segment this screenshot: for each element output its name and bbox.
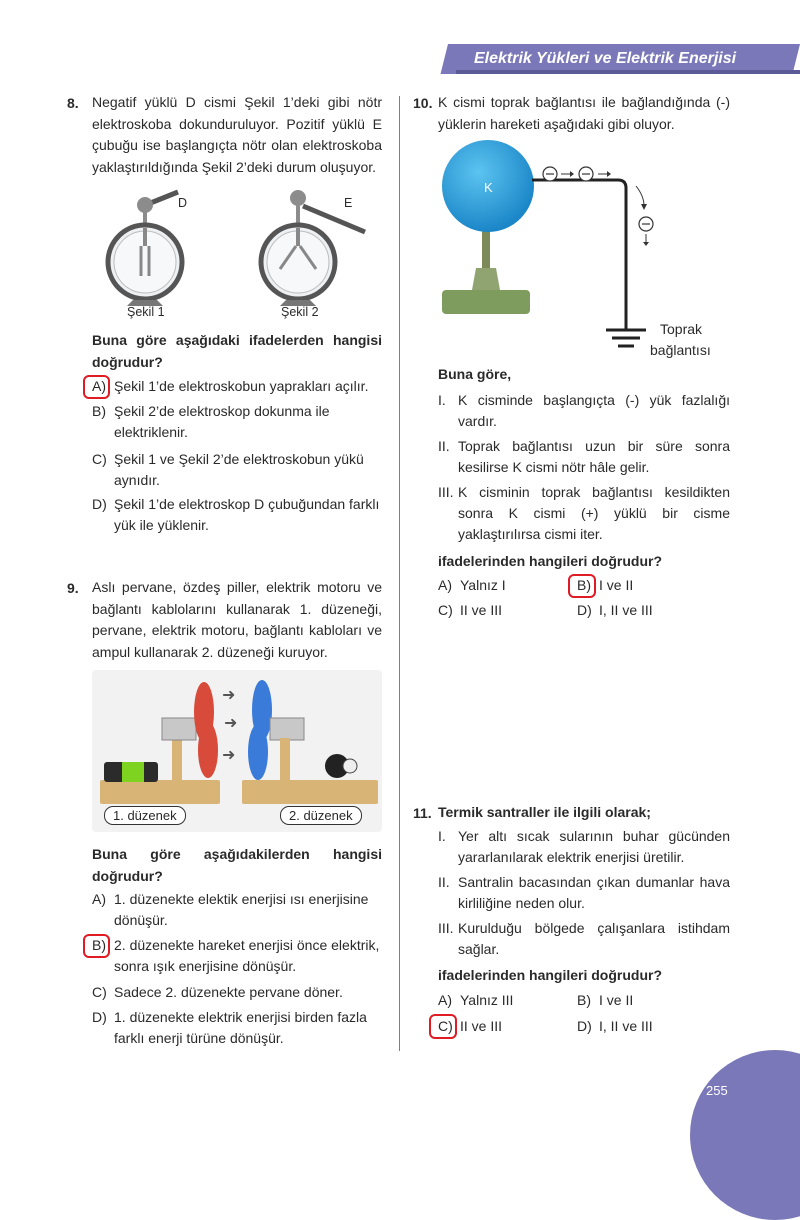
option-label: A) <box>92 891 106 907</box>
rod-d-label: D <box>178 196 188 210</box>
option-text: Şekil 1’de elektroskobun yaprakları açılır. <box>114 378 369 394</box>
electroscope-1 <box>108 192 182 306</box>
option-label: C) <box>438 602 453 618</box>
question-9-prompt: Buna göre aşağıdakilerden hangisi doğrudur? <box>92 846 382 884</box>
answer-mark-circle <box>83 375 110 399</box>
option-label: B) <box>92 937 106 953</box>
statement-text: Santralin bacasından çıkan dumanlar hava kirliliğine neden olur. <box>458 874 730 911</box>
header-bar-shadow <box>456 70 800 74</box>
option-text: 1. düzenekte elektik enerjisi ısı enerjisine dönüşür. <box>114 891 369 928</box>
option-label: B) <box>92 403 106 419</box>
answer-mark-circle <box>83 934 110 958</box>
statement-text: Toprak bağlantısı uzun bir süre sonra kesilirse K cismi nötr hâle gelir. <box>458 438 730 475</box>
statement-number: II. <box>438 874 450 890</box>
option-text: Şekil 1’de elektroskop D çubuğundan farklı yük ile yüklenir. <box>114 496 380 533</box>
question-9-text: Aslı pervane, özdeş piller, elektrik motoru ve bağlantı kablolarını kullanarak 1. düzeneği, pervane, elektrik motoru, bağlantı kabloları ve ampul kullanarak 2. düzeneği kuruyor. <box>92 579 382 660</box>
q9-option-b[interactable] <box>92 935 382 977</box>
option-label: D) <box>92 1009 107 1025</box>
svg-text:➜: ➜ <box>222 745 236 764</box>
option-label: A) <box>438 577 452 593</box>
question-10-text: K cismi toprak bağlantısı ile bağlandığında (-) yüklerin hareketi aşağıdaki gibi oluyor. <box>438 94 730 132</box>
option-label: C) <box>92 984 107 1000</box>
q11-statement-3 <box>438 918 730 960</box>
option-text: Şekil 1 ve Şekil 2’de elektroskobun yükü aynıdır. <box>114 451 364 488</box>
figure-2-caption: Şekil 2 <box>281 305 319 319</box>
q11-statement-2 <box>438 872 730 914</box>
ground-label-line1: Toprak <box>660 321 703 337</box>
q11-statement-1 <box>438 826 730 868</box>
option-label: C) <box>438 1018 453 1034</box>
question-8-text: Negatif yüklü D cismi Şekil 1’deki gibi nötr elektroskoba dokunduruluyor. Pozitif yüklü E çubuğu ise başlangıçta nötr olan elektroskoba yaklaştırıldığında Şekil 2’deki durum oluşuyor. <box>92 94 382 175</box>
option-label: B) <box>577 992 591 1008</box>
q11-option-d[interactable] <box>577 1016 653 1037</box>
statement-text: K cisminin toprak bağlantısı kesildikten sonra K cismi (+) yüklü bir cisme yaklaştırılırsa cismi iter. <box>458 484 730 542</box>
q9-option-c[interactable] <box>92 982 382 1003</box>
q10-statement-3 <box>438 482 730 545</box>
option-text: 2. düzenekte hareket enerjisi önce elektrik, sonra ışık enerjisine dönüşür. <box>114 937 380 974</box>
setup-1-label: 1. düzenek <box>104 806 186 825</box>
option-text: Sadece 2. düzenekte pervane döner. <box>114 984 343 1000</box>
page-number-badge <box>690 1050 800 1220</box>
option-label: D) <box>577 1018 592 1034</box>
q11-option-a[interactable] <box>438 990 513 1011</box>
option-text: II ve III <box>460 602 503 618</box>
option-text: Şekil 2’de elektroskop dokunma ile elektriklenir. <box>114 403 330 440</box>
option-text: Yalnız I <box>460 577 506 593</box>
question-8-prompt: Buna göre aşağıdaki ifadelerden hangisi doğrudur? <box>92 332 382 370</box>
option-text: I, II ve III <box>599 1018 653 1034</box>
q10-option-a[interactable] <box>438 575 506 596</box>
q10-statement-2 <box>438 436 730 478</box>
statement-number: I. <box>438 392 446 408</box>
svg-text:➜: ➜ <box>224 713 238 732</box>
figure-1-caption: Şekil 1 <box>127 305 165 319</box>
option-text: 1. düzenekte elektrik enerjisi birden fazla farklı enerji türüne dönüşür. <box>114 1009 367 1046</box>
answer-mark-circle <box>429 1014 457 1039</box>
svg-text:➜: ➜ <box>222 685 236 704</box>
option-text: I, II ve III <box>599 602 653 618</box>
question-10-prompt: ifadelerinden hangileri doğrudur? <box>438 553 663 569</box>
option-text: II ve III <box>460 1018 503 1034</box>
q11-option-b[interactable] <box>577 990 633 1011</box>
option-text: I ve II <box>599 577 634 593</box>
option-text: I ve II <box>599 992 634 1008</box>
statement-number: III. <box>438 484 454 500</box>
q8-option-b[interactable] <box>92 401 382 443</box>
statement-number: II. <box>438 438 450 454</box>
q9-option-a[interactable] <box>92 889 382 931</box>
sphere-k-label: K <box>484 180 493 195</box>
statement-number: I. <box>438 828 446 844</box>
question-10-number: 10. <box>413 95 433 111</box>
ground-label-line2: bağlantısı <box>650 342 711 358</box>
answer-mark-circle <box>568 574 596 598</box>
option-label: B) <box>577 577 591 593</box>
statement-text: Kurulduğu bölgede çalışanlara istihdam sağlar. <box>458 920 730 957</box>
option-label: A) <box>438 992 452 1008</box>
question-9-number: 9. <box>67 580 79 596</box>
question-8-number: 8. <box>67 95 79 111</box>
setup-2-label: 2. düzenek <box>280 806 362 825</box>
option-text: Yalnız III <box>460 992 514 1008</box>
column-divider <box>399 96 400 1051</box>
option-label: D) <box>577 602 592 618</box>
rod-e-label: E <box>344 196 353 210</box>
q8-option-c[interactable] <box>92 449 382 491</box>
question-10-lead: Buna göre, <box>438 366 512 382</box>
q8-option-a[interactable] <box>92 376 382 397</box>
question-11-prompt: ifadelerinden hangileri doğrudur? <box>438 967 663 983</box>
q10-statement-1 <box>438 390 730 432</box>
statement-number: III. <box>438 920 454 936</box>
q10-option-c[interactable] <box>438 600 502 621</box>
statement-text: Yer altı sıcak sularının buhar gücünden yararlanılarak elektrik enerjisi üretilir. <box>458 828 730 865</box>
page-number: 255 <box>706 1083 728 1098</box>
question-11-number: 11. <box>413 805 432 821</box>
q8-option-d[interactable] <box>92 494 382 536</box>
statement-text: K cisminde başlangıçta (-) yük fazlalığı vardır. <box>458 392 730 429</box>
q9-option-d[interactable] <box>92 1007 382 1049</box>
option-label: C) <box>92 451 107 467</box>
chapter-title: Elektrik Yükleri ve Elektrik Enerjisi <box>474 50 737 67</box>
option-label: A) <box>92 378 106 394</box>
option-label: D) <box>92 496 107 512</box>
question-11-title: Termik santraller ile ilgili olarak; <box>438 804 651 820</box>
q10-option-d[interactable] <box>577 600 653 621</box>
